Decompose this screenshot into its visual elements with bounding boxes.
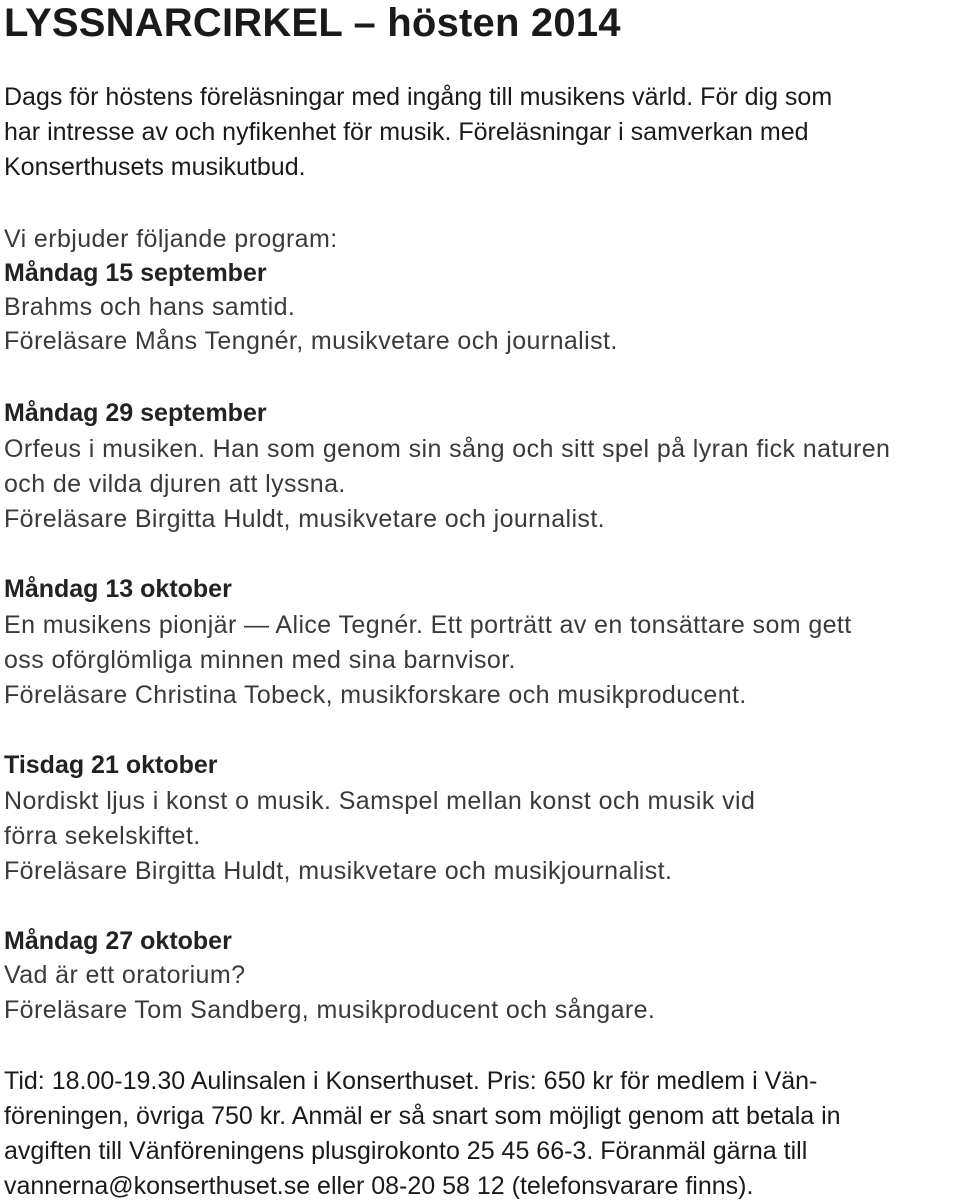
event-3-date: Måndag 13 oktober: [4, 575, 232, 603]
event-4-date: Tisdag 21 oktober: [4, 751, 218, 779]
footer-line-4: vannerna@konserthuset.se eller 08-20 58 12 (telefonsvarare finns).: [4, 1172, 754, 1200]
event-1-line-1: Brahms och hans samtid.: [4, 293, 296, 321]
event-4-line-2: förra sekelskiftet.: [4, 822, 201, 850]
event-3-line-2: oss oförglömliga minnen med sina barnvisor.: [4, 646, 516, 674]
event-1-line-2: Föreläsare Måns Tengnér, musikvetare och journalist.: [4, 327, 618, 355]
event-2-line-2: och de vilda djuren att lyssna.: [4, 470, 346, 498]
event-4-line-3: Föreläsare Birgitta Huldt, musikvetare och musikjournalist.: [4, 857, 673, 885]
intro-line-1: Dags för höstens föreläsningar med ingång till musikens värld. För dig som: [4, 83, 833, 111]
event-2-line-3: Föreläsare Birgitta Huldt, musikvetare och journalist.: [4, 505, 606, 533]
program-intro: Vi erbjuder följande program:: [4, 225, 338, 253]
intro-line-2: har intresse av och nyfikenhet för musik. Föreläsningar i samverkan med: [4, 118, 809, 146]
event-5-line-1: Vad är ett oratorium?: [4, 961, 246, 989]
event-2-line-1: Orfeus i musiken. Han som genom sin sång och sitt spel på lyran fick naturen: [4, 435, 891, 463]
event-5-date: Måndag 27 oktober: [4, 927, 232, 955]
footer-line-2: föreningen, övriga 750 kr. Anmäl er så snart som möjligt genom att betala in: [4, 1102, 841, 1130]
event-5-line-2: Föreläsare Tom Sandberg, musikproducent och sångare.: [4, 996, 656, 1024]
footer-line-1: Tid: 18.00-19.30 Aulinsalen i Konserthuset. Pris: 650 kr för medlem i Vän-: [4, 1067, 818, 1095]
event-3-line-1: En musikens pionjär — Alice Tegnér. Ett porträtt av en tonsättare som gett: [4, 611, 852, 639]
event-2-date: Måndag 29 september: [4, 399, 267, 427]
event-3-line-3: Föreläsare Christina Tobeck, musikforskare och musikproducent.: [4, 681, 747, 709]
page-title: LYSSNARCIRKEL – hösten 2014: [4, 1, 621, 45]
event-4-line-1: Nordiskt ljus i konst o musik. Samspel mellan konst och musik vid: [4, 787, 756, 815]
intro-line-3: Konserthusets musikutbud.: [4, 153, 306, 181]
footer-line-3: avgiften till Vänföreningens plusgirokonto 25 45 66-3. Föranmäl gärna till: [4, 1137, 808, 1165]
event-1-date: Måndag 15 september: [4, 259, 267, 287]
